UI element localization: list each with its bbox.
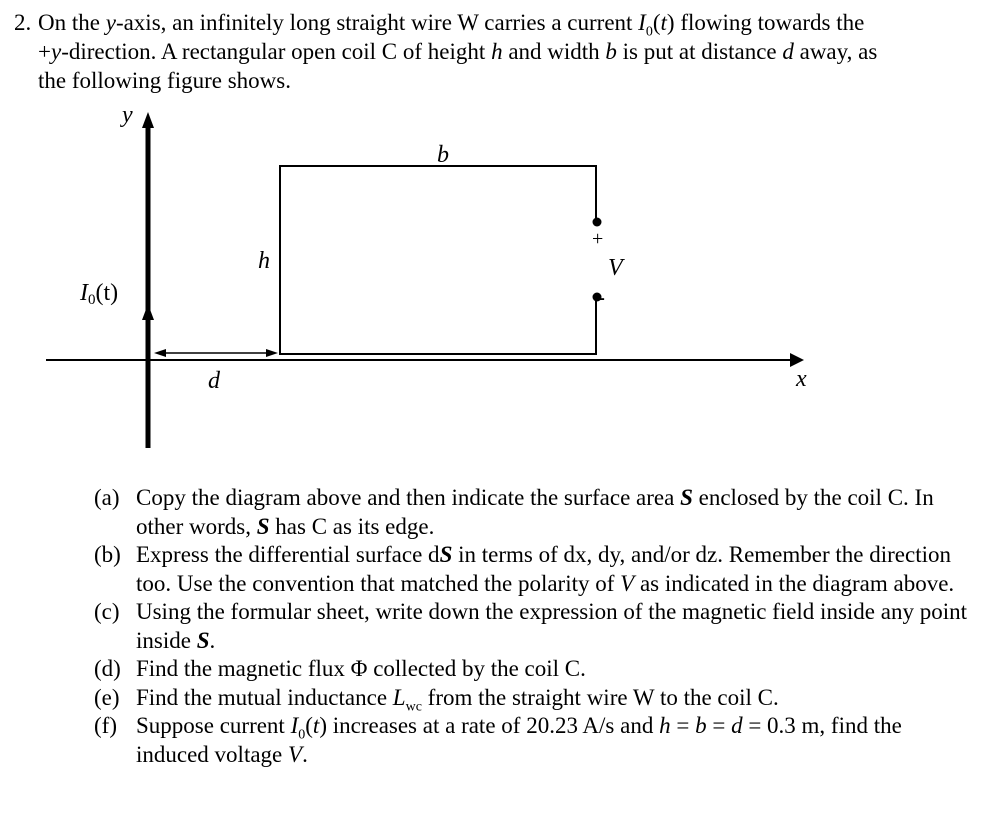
problem-number: 2.	[14, 10, 32, 35]
current-label: I0(t)	[80, 280, 119, 308]
y-axis-arrowhead	[142, 112, 154, 128]
plus-sign: +	[592, 228, 604, 250]
width-label: b	[437, 142, 449, 168]
problem-line-1: 2. On the y-axis, an infinitely long straight wire W carries a current $I_0(t)$ flowing towards the	[14, 10, 865, 40]
question-c: (c) Using the formular sheet, write down the expression of the magnetic field inside any point inside S.	[94, 599, 967, 653]
y-axis-label: y	[122, 102, 133, 128]
question-e: (e) Find the mutual inductance $L_{wc}$ from the straight wire W to the coil C.	[94, 684, 779, 715]
coil-c	[280, 166, 596, 354]
x-axis-label: x	[796, 366, 807, 392]
question-f: (f) Suppose current $I_0(t)$ increases at a rate of 20.23 A/s and h = b = d = 0.3 m, find the induced voltage V.	[94, 713, 902, 767]
problem-line-2: +y-direction. A rectangular open coil C of height h and width b is put at distance d away, as	[38, 39, 878, 64]
voltage-label: V	[608, 255, 623, 281]
distance-arrowhead-left	[154, 349, 166, 357]
minus-sign: -	[597, 285, 605, 311]
distance-label: d	[208, 368, 220, 394]
question-a: (a) Copy the diagram above and then indicate the surface area S enclosed by the coil C. In other words, S has C as its edge.	[94, 485, 934, 539]
height-label: h	[258, 248, 270, 274]
question-b: (b) Express the differential surface dS in terms of dx, dy, and/or dz. Remember the direction too. Use the convention that matched the polarity of V as indicated in the diagram above.	[94, 542, 955, 596]
distance-arrowhead-right	[266, 349, 278, 357]
question-list	[94, 484, 974, 769]
current-arrow-icon	[142, 304, 154, 320]
problem-line-3: the following figure shows.	[38, 68, 291, 93]
x-axis-arrowhead	[790, 353, 804, 367]
terminal-plus	[593, 218, 602, 227]
question-d: (d) Find the magnetic flux Φ collected by the coil C.	[94, 656, 586, 681]
